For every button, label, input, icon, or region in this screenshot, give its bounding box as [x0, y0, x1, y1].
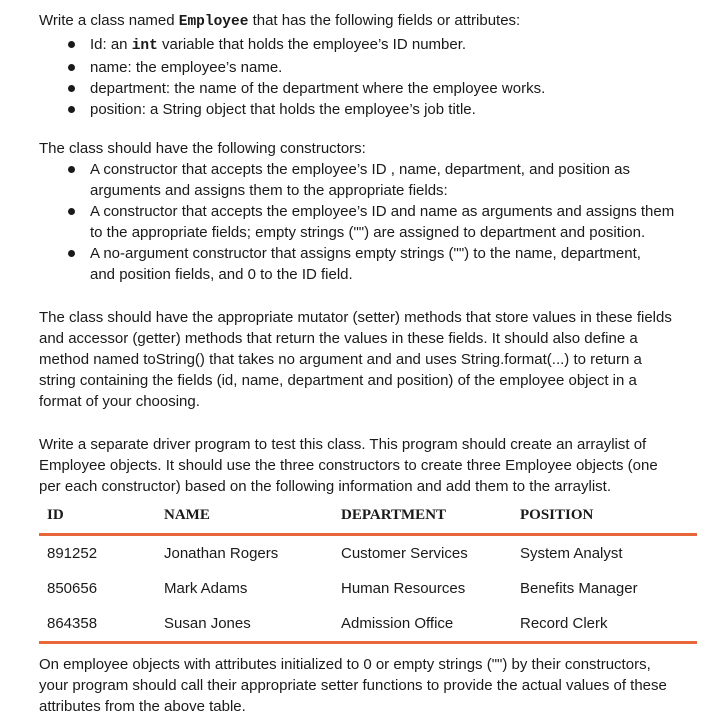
- header-id: ID: [47, 507, 64, 523]
- table-header-row: [39, 503, 697, 533]
- table-row: 891252 Jonathan Rogers Customer Services System Analyst: [47, 545, 623, 562]
- intro-prefix: Write a class named: [39, 12, 179, 29]
- list-item: A no-argument constructor that assigns empty strings ("") to the name, department, and position fields, and 0 to the ID field.: [66, 243, 706, 285]
- list-item: Id: an int variable that holds the employee’s ID number.: [66, 34, 706, 57]
- driver-paragraph: Write a separate driver program to test this class. This program should create an arraylist of Employee objects. It should use the three constructors to create three Employee objects (one per each constructor) based on the following information and add them to the arraylist.: [39, 436, 658, 495]
- header-name: NAME: [164, 507, 210, 523]
- list-item: A constructor that accepts the employee’s ID and name as arguments and assigns them to the appropriate fields; empty strings ("") are assigned to department and position.: [66, 201, 706, 243]
- intro-paragraph: [39, 10, 707, 33]
- header-department: DEPARTMENT: [341, 507, 447, 523]
- table-row: 850656 Mark Adams Human Resources Benefits Manager: [47, 580, 638, 597]
- intro-suffix: that has the following fields or attributes:: [248, 12, 521, 29]
- constructors-list: [66, 159, 706, 285]
- table-row: 864358 Susan Jones Admission Office Record Clerk: [47, 615, 608, 632]
- int-keyword-code: int: [131, 38, 158, 54]
- class-name-code: Employee: [178, 14, 249, 30]
- list-item: department: the name of the department where the employee works.: [66, 78, 706, 99]
- list-item: position: a String object that holds the employee’s job title.: [66, 99, 706, 120]
- list-item: name: the employee’s name.: [66, 57, 706, 78]
- fields-list: [66, 34, 706, 120]
- closing-paragraph: On employee objects with attributes initialized to 0 or empty strings ("") by their constructors, your program should call their appropriate setter functions to provide the actual values of these attributes from the above table.: [39, 656, 667, 715]
- constructors-intro: The class should have the following constructors:: [39, 140, 366, 157]
- employee-table: [39, 503, 697, 644]
- list-item: A constructor that accepts the employee’s ID , name, department, and position as arguments and assigns them to the appropriate fields:: [66, 159, 706, 201]
- table-bottom-rule: [39, 641, 697, 644]
- header-position: POSITION: [520, 507, 594, 523]
- methods-paragraph: The class should have the appropriate mutator (setter) methods that store values in these fields and accessor (getter) methods that return the values in these fields. It should also define a method named toString() that takes no argument and and uses String.format(...) to return a string containing the fields (id, name, department and position) of the employee object in a format of your choosing.: [39, 309, 672, 410]
